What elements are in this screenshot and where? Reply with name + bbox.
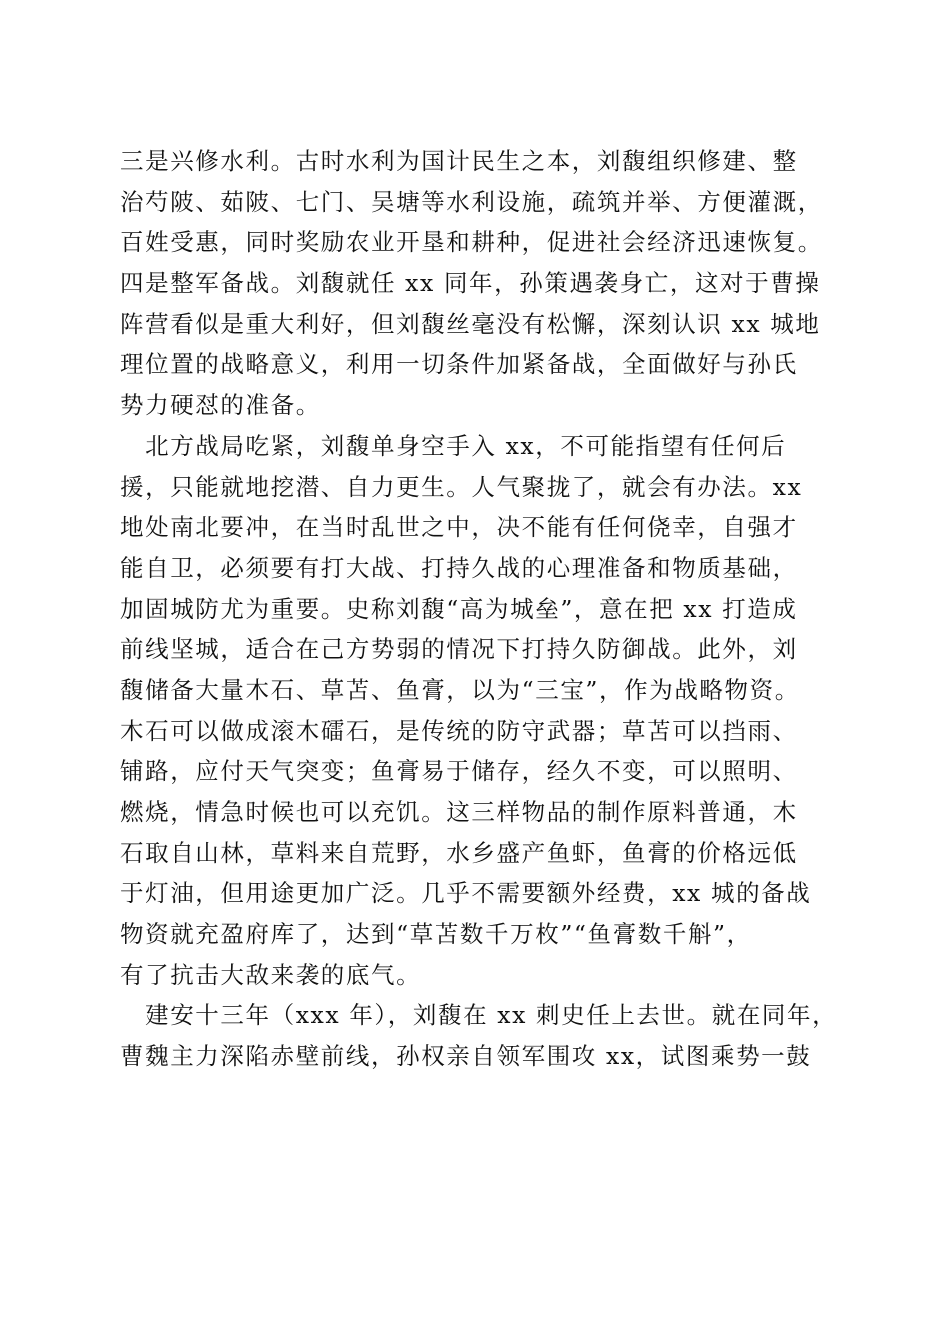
text-line: 四是整军备战。刘馥就任 xx 同年，孙策遇袭身亡，这对于曹操 (120, 269, 821, 298)
text-line: 有了抗击大敌来袭的底气。 (120, 960, 422, 989)
text-line: 曹魏主力深陷赤壁前线，孙权亲自领军围攻 xx，试图乘势一鼓 (120, 1042, 812, 1071)
text-line: 援，只能就地挖潜、自力更生。人气聚拢了，就会有办法。xx (120, 472, 803, 501)
text-line: 北方战局吃紧，刘馥单身空手入 xx，不可能指望有任何后 (120, 431, 787, 460)
text-line: 理位置的战略意义，利用一切条件加紧备战，全面做好与孙氏 (120, 350, 798, 379)
body-text (120, 141, 838, 1077)
text-line: 建安十三年（xxx 年），刘馥在 xx 刺史任上去世。就在同年， (120, 1001, 838, 1030)
text-line: 百姓受惠，同时奖励农业开垦和耕种，促进社会经济迅速恢复。 (120, 228, 823, 257)
text-line: 前线坚城，适合在己方势弱的情况下打持久防御战。此外，刘 (120, 635, 798, 664)
text-line: 势力硬怼的准备。 (120, 391, 321, 420)
text-line: 燃烧，情急时候也可以充饥。这三样物品的制作原料普通，木 (120, 798, 798, 826)
text-line: 馥储备大量木石、草苫、鱼膏，以为“三宝”，作为战略物资。 (120, 675, 800, 704)
text-line: 木石可以做成滚木礌石，是传统的防守武器；草苫可以挡雨、 (120, 716, 798, 745)
text-line: 阵营看似是重大利好，但刘馥丝毫没有松懈，深刻认识 xx 城地 (120, 309, 821, 338)
text-line: 能自卫，必须要有打大战、打持久战的心理准备和物质基础， (120, 553, 798, 582)
text-line: 三是兴修水利。古时水利为国计民生之本，刘馥组织修建、整 (120, 147, 798, 175)
text-line: 铺路，应付天气突变；鱼膏易于储存，经久不变，可以照明、 (120, 757, 798, 786)
text-line: 石取自山林，草料来自荒野，水乡盛产鱼虾，鱼膏的价格远低 (120, 838, 798, 867)
text-line: 物资就充盈府库了，达到“草苫数千万枚”“鱼膏数千斛”， (120, 920, 752, 949)
text-line: 地处南北要冲，在当时乱世之中，决不能有任何侥幸，自强才 (120, 513, 798, 542)
text-line: 治芍陂、茹陂、七门、吴塘等水利设施，疏筑并举、方便灌溉， (120, 187, 823, 216)
text-line: 于灯油，但用途更加广泛。几乎不需要额外经费，xx 城的备战 (120, 879, 812, 908)
text-line: 加固城防尤为重要。史称刘馥“高为城垒”，意在把 xx 打造成 (120, 594, 798, 623)
